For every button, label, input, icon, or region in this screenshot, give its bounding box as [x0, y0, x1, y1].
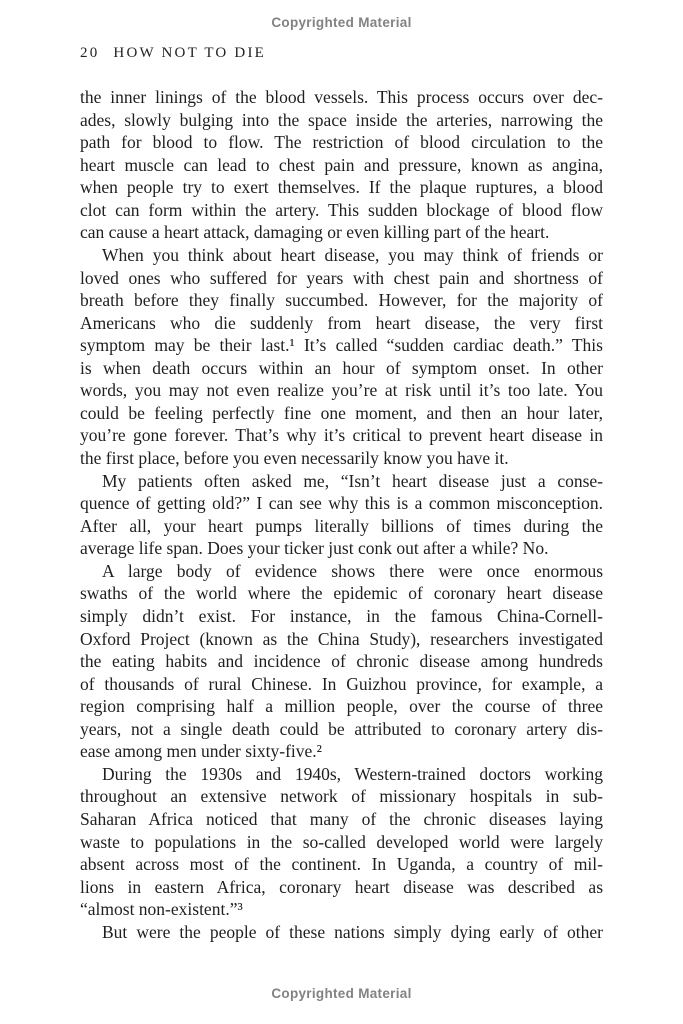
- body-line: quence of getting old?” I can see why this is a common misconception.: [80, 493, 603, 514]
- body-line: when people try to exert themselves. If the plaque ruptures, a blood: [80, 177, 603, 198]
- body-line: absent across most of the continent. In Uganda, a country of mil-: [80, 854, 603, 875]
- page-number: 20: [80, 45, 100, 61]
- body-line: lions in eastern Africa, coronary heart disease was described as: [80, 876, 603, 897]
- running-title: HOW NOT TO DIE: [113, 45, 267, 61]
- body-line: the eating habits and incidence of chronic disease among hundreds: [80, 651, 603, 672]
- body-line: the first place, before you even necessarily know you have it.: [80, 448, 509, 468]
- body-line: Oxford Project (known as the China Study), researchers investigated: [80, 628, 603, 649]
- body-line: symptom may be their last.¹ It’s called “sudden cardiac death.” This: [80, 335, 603, 356]
- body-line: loved ones who suffered for years with chest pain and shortness of: [80, 267, 603, 288]
- body-line: could be feeling perfectly fine one moment, and then an hour later,: [80, 402, 603, 423]
- body-line: can cause a heart attack, damaging or even killing part of the heart.: [80, 222, 550, 243]
- body-line: clot can form within the artery. This sudden blockage of blood flow: [80, 199, 603, 220]
- body-line: simply didn’t exist. For instance, in the famous China-Cornell-: [80, 605, 603, 626]
- body-line: average life span. Does your ticker just conk out after a while? No.: [80, 538, 549, 559]
- body-line: My patients often asked me, “Isn’t heart disease just a conse-: [102, 470, 603, 491]
- body-line: “almost non-existent.”³: [80, 899, 243, 920]
- body-line: ease among men under sixty-five.²: [80, 741, 322, 762]
- body-line: swaths of the world where the epidemic of coronary heart disease: [80, 583, 603, 604]
- body-line: When you think about heart disease, you may think of friends or: [102, 244, 603, 265]
- body-line: Americans who die suddenly from heart disease, the very first: [80, 312, 604, 333]
- body-line: of thousands of rural Chinese. In Guizhou province, for example, a: [80, 673, 603, 694]
- body-line: A large body of evidence shows there were once enormous: [102, 560, 603, 581]
- body-line: is when death occurs within an hour of symptom onset. In other: [80, 357, 603, 378]
- body-line: But were the people of these nations simply dying early of other: [102, 921, 603, 942]
- copyright-watermark-bottom: Copyrighted Material: [271, 986, 412, 1001]
- page-body-text: [80, 86, 603, 943]
- body-line: waste to populations in the so-called developed world were largely: [80, 831, 603, 852]
- body-line: words, you may not even realize you’re at risk until it’s too late. You: [80, 380, 603, 401]
- body-line: ades, slowly bulging into the space inside the arteries, narrowing the: [80, 109, 603, 130]
- body-line: years, not a single death could be attributed to coronary artery dis-: [80, 718, 604, 739]
- body-line: region comprising half a million people, over the course of three: [80, 696, 603, 717]
- body-line: heart muscle can lead to chest pain and pressure, known as angina,: [80, 154, 603, 175]
- copyright-watermark-top: Copyrighted Material: [271, 15, 412, 30]
- page-header: [80, 45, 266, 62]
- body-line: After all, your heart pumps literally billions of times during the: [80, 515, 603, 536]
- body-line: you’re gone forever. That’s why it’s critical to prevent heart disease in: [80, 425, 603, 446]
- body-line: During the 1930s and 1940s, Western-trained doctors working: [102, 763, 603, 784]
- body-line: path for blood to flow. The restriction of blood circulation to the: [80, 132, 603, 153]
- body-line: throughout an extensive network of missionary hospitals in sub-: [80, 786, 603, 807]
- body-line: Saharan Africa noticed that many of the chronic diseases laying: [80, 809, 604, 829]
- body-line: breath before they finally succumbed. However, for the majority of: [80, 290, 603, 311]
- body-line: the inner linings of the blood vessels. This process occurs over dec-: [80, 87, 603, 107]
